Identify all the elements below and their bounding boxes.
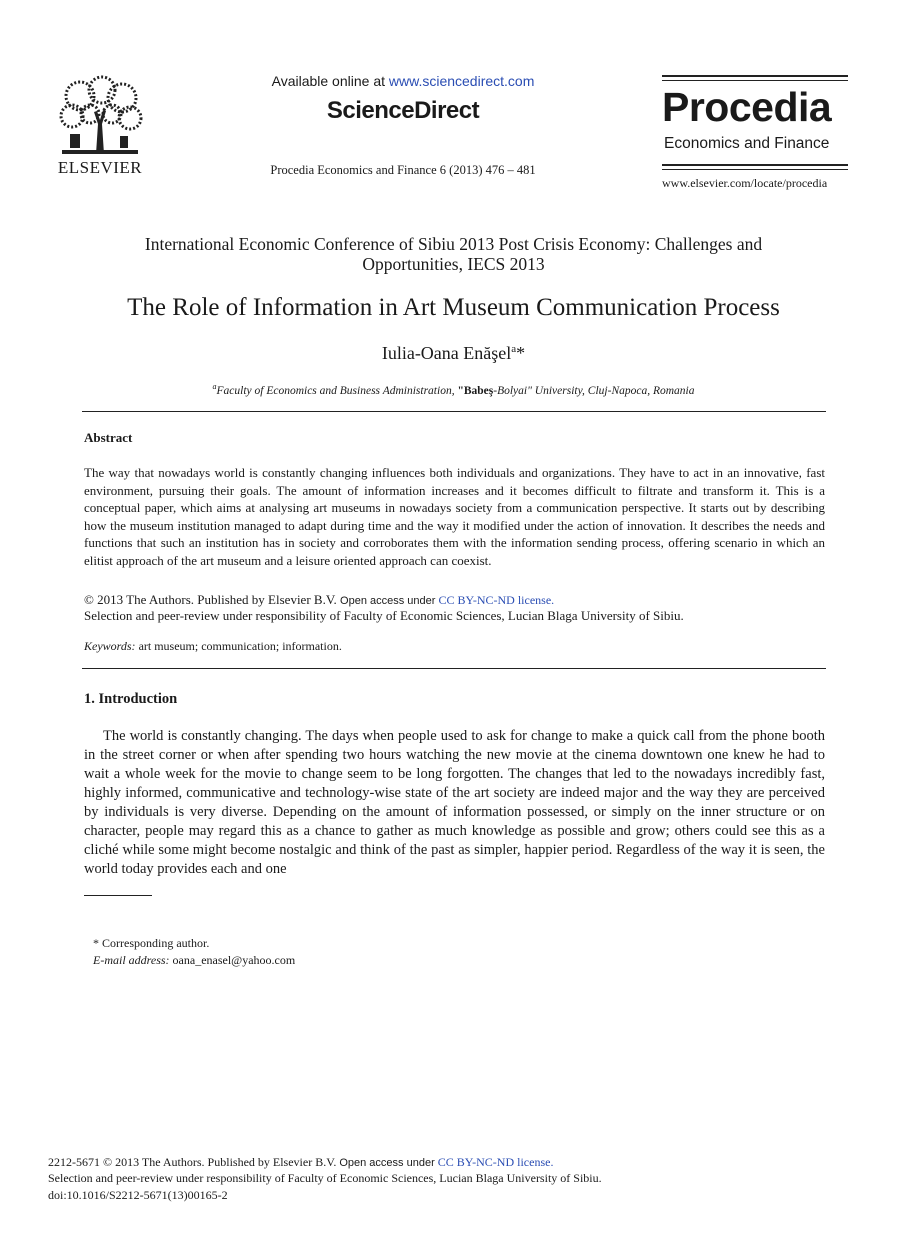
footer-peer-review: Selection and peer-review under responsibility of Faculty of Economic Sciences, Lucian Blaga University of Sibiu. (48, 1171, 602, 1185)
footnote-corresponding-author: * Corresponding author. (93, 936, 210, 950)
available-prefix: Available online at (271, 73, 389, 89)
email-address[interactable]: oana_enasel@yahoo.com (169, 953, 296, 967)
available-online (200, 73, 606, 91)
footer-doi[interactable]: doi:10.1016/S2212-5671(13)00165-2 (48, 1188, 228, 1202)
peer-review-statement: Selection and peer-review under responsibility of Faculty of Economic Sciences, Lucian Blaga University of Sibiu. (84, 608, 684, 623)
elsevier-wordmark: ELSEVIER (57, 158, 143, 177)
author-corresponding-star: * (516, 343, 526, 363)
conference-name: International Economic Conference of Sibiu 2013 Post Crisis Economy: Challenges and Opportunities, IECS 2013 (144, 234, 763, 274)
abstract-copyright (84, 592, 825, 608)
author-affil-sup: a (511, 343, 517, 355)
abstract-top-rule (82, 411, 826, 412)
copyright-text: © 2013 The Authors. Published by Elsevier B.V. (84, 592, 341, 607)
affiliation-part-1: Faculty of Economics and Business Administration, (216, 384, 458, 397)
sciencedirect-logo: ScienceDirect (326, 97, 480, 124)
affiliation-part-2: -Bolyai" University, Cluj-Napoca, Romania (493, 384, 695, 397)
author-line (60, 343, 847, 364)
footer-license-link[interactable]: CC BY-NC-ND license. (437, 1155, 554, 1169)
procedia-subtitle: Economics and Finance (664, 135, 830, 152)
keywords (84, 639, 825, 654)
journal-reference: Procedia Economics and Finance 6 (2013) 476 – 481 (270, 163, 536, 177)
abstract-heading: Abstract (84, 430, 133, 445)
footnote-email (93, 953, 295, 968)
procedia-url[interactable]: www.elsevier.com/locate/procedia (662, 176, 828, 190)
keywords-label: Keywords: (84, 639, 136, 653)
footer-issn: 2212-5671 © 2013 The Authors. Published by Elsevier B.V. (48, 1155, 340, 1169)
procedia-bottom-rule-thin (662, 169, 848, 170)
license-link[interactable]: CC BY-NC-ND license. (438, 593, 555, 607)
paper-title: The Role of Information in Art Museum Communication Process (127, 294, 780, 321)
footer-open-access: Open access under (339, 1157, 438, 1169)
open-access-text: Open access under (340, 595, 439, 607)
section-heading-introduction: 1. Introduction (84, 691, 178, 707)
sciencedirect-link[interactable]: www.sciencedirect.com (388, 73, 535, 89)
procedia-bottom-rule (662, 164, 848, 166)
abstract-bottom-rule (82, 668, 826, 669)
introduction-body: The world is constantly changing. The days when people used to ask for change to make a quick call from the phone booth in the street corner or when after spending two hours watching the new movie at the cinema downtown one knew he had to wait a whole week for the movie to change seem to be long forgotten. The changes that led to the nowadays incredibly fast, highly informed, communicative and technology-wise state of the art society are indeed major and the way they are perceived by individuals is very diverse. Depending on the amount of information possessed, or simply on the inner structure or on character, people may regard this as a chance to gather as much knowledge as possible and grow; others could see this as a cliché while some might become nostalgic and think of the past as simpler, happier period. Regardless of the way it is seen, the world today provides each and one (84, 728, 825, 877)
procedia-top-rule-thin (662, 80, 848, 81)
abstract-body: The way that nowadays world is constantly changing influences both individuals and organizations. They have to act in an innovative, fast environment, pursuing their goals. The amount of information increases and it becomes difficult to filtrate and transform it. This is a conceptual paper, which aims at analysing art museums in nowadays society from a communication perspective. It starts out by describing how the museum institution managed to adapt during time and the way it modified under the action of innovation. It describes the needs and functions that such an institution has in society and corroborates them with the information sending process, offering scenario in which an elitist approach of the art museum and a leisure oriented approach can coexist. (84, 465, 825, 568)
email-label: E-mail address: (93, 953, 170, 967)
affiliation (60, 382, 847, 397)
author-name: Iulia-Oana Enăşel (381, 343, 512, 363)
procedia-top-rule (662, 75, 848, 77)
footnote-rule (84, 895, 152, 896)
affiliation-bold: "Babeş (457, 384, 494, 397)
affiliation-sup: a (212, 382, 217, 391)
footer-issn-line (48, 1155, 553, 1170)
procedia-logo: Procedia (662, 84, 832, 130)
keywords-list: art museum; communication; information. (135, 639, 342, 653)
